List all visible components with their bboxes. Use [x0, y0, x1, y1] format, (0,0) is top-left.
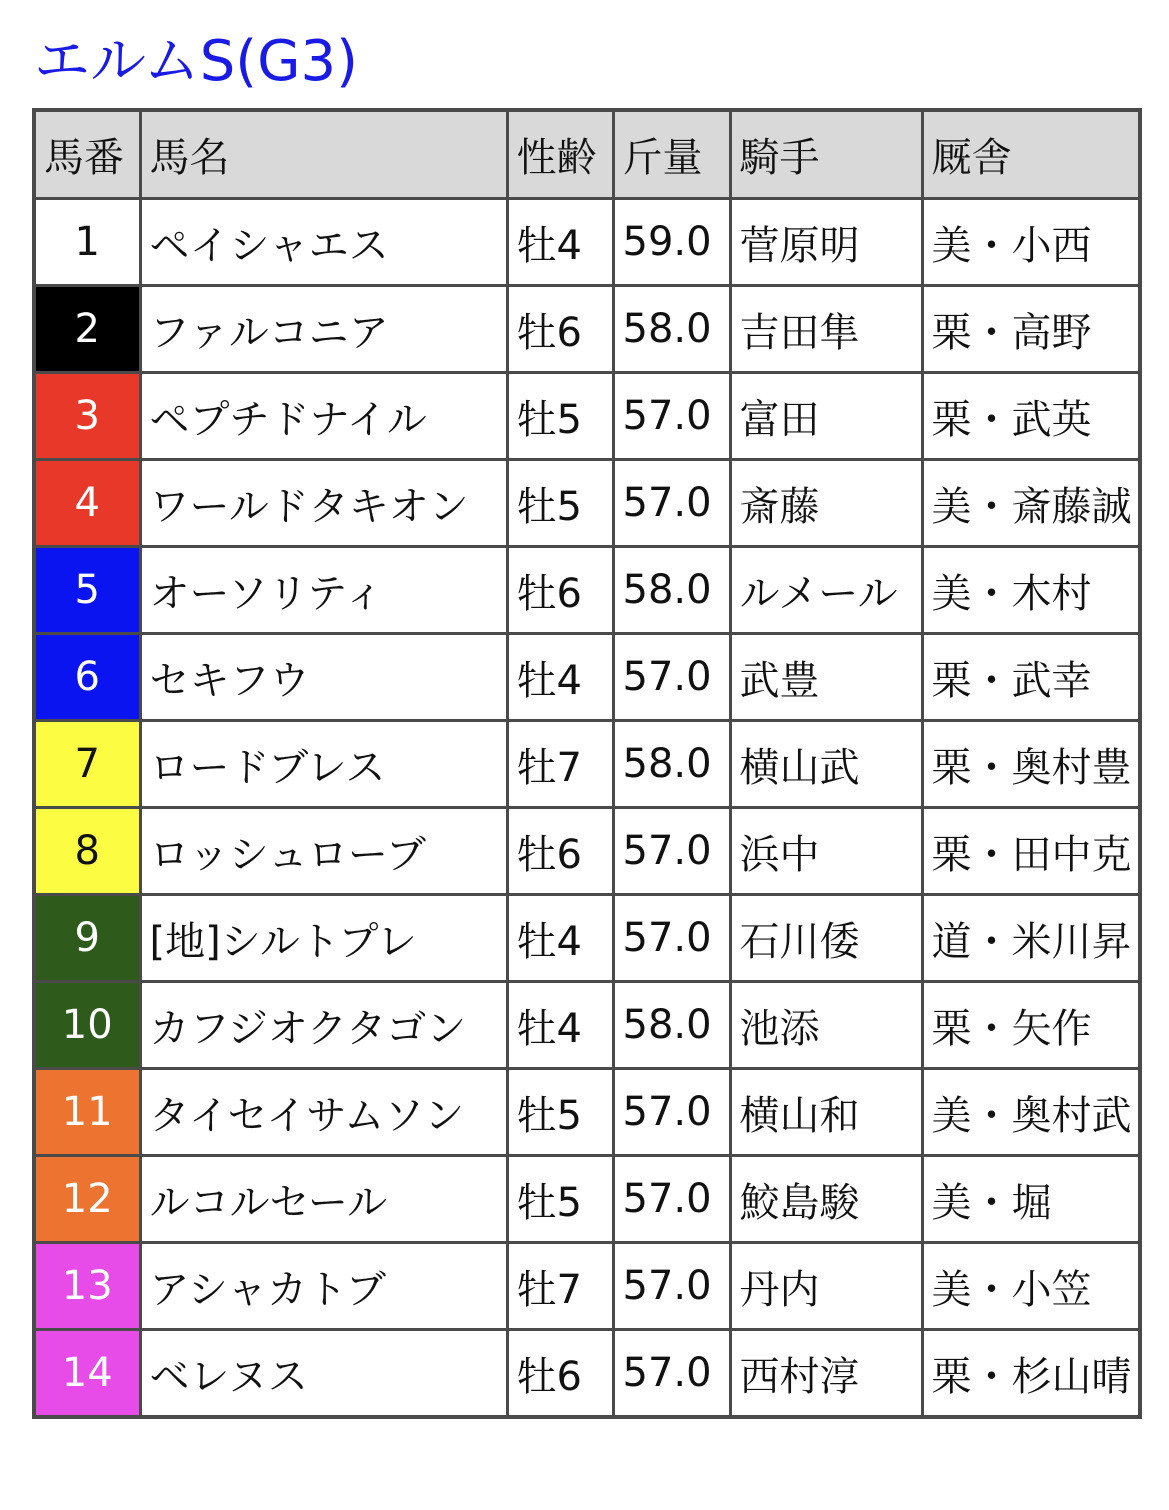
jockey-cell: 池添	[730, 982, 922, 1069]
stable-cell: 栗・高野	[922, 286, 1140, 373]
weight-cell: 57.0	[613, 808, 730, 895]
header-horse-name: 馬名	[140, 110, 507, 199]
horse-name-cell: ルコルセール	[140, 1156, 507, 1243]
sex-age-cell: 牡6	[507, 286, 613, 373]
table-row	[34, 373, 1140, 460]
sex-age-cell: 牡4	[507, 634, 613, 721]
horse-number-cell: 2	[34, 286, 140, 373]
table-row	[34, 286, 1140, 373]
table-row	[34, 1069, 1140, 1156]
horse-number-cell: 9	[34, 895, 140, 982]
sex-age-cell: 牡6	[507, 808, 613, 895]
table-row	[34, 1156, 1140, 1243]
sex-age-cell: 牡5	[507, 1069, 613, 1156]
horse-name-cell: カフジオクタゴン	[140, 982, 507, 1069]
horse-name-cell: タイセイサムソン	[140, 1069, 507, 1156]
horse-number-cell: 3	[34, 373, 140, 460]
table-row	[34, 982, 1140, 1069]
horse-name-cell: アシャカトブ	[140, 1243, 507, 1330]
horse-name-cell: ワールドタキオン	[140, 460, 507, 547]
horse-name-cell: セキフウ	[140, 634, 507, 721]
weight-cell: 57.0	[613, 460, 730, 547]
horse-name-cell: ファルコニア	[140, 286, 507, 373]
horse-name-cell: ペプチドナイル	[140, 373, 507, 460]
stable-cell: 栗・杉山晴	[922, 1330, 1140, 1418]
sex-age-cell: 牡7	[507, 1243, 613, 1330]
sex-age-cell: 牡4	[507, 982, 613, 1069]
horse-name-cell: [地]シルトプレ	[140, 895, 507, 982]
horse-name-cell: ベレヌス	[140, 1330, 507, 1418]
table-row	[34, 808, 1140, 895]
sex-age-cell: 牡6	[507, 547, 613, 634]
sex-age-cell: 牡4	[507, 895, 613, 982]
table-row	[34, 199, 1140, 286]
weight-cell: 59.0	[613, 199, 730, 286]
stable-cell: 美・斎藤誠	[922, 460, 1140, 547]
horse-number-cell: 6	[34, 634, 140, 721]
horse-number-cell: 12	[34, 1156, 140, 1243]
jockey-cell: 丹内	[730, 1243, 922, 1330]
sex-age-cell: 牡5	[507, 460, 613, 547]
sex-age-cell: 牡5	[507, 1156, 613, 1243]
jockey-cell: 菅原明	[730, 199, 922, 286]
table-row	[34, 1330, 1140, 1418]
sex-age-cell: 牡7	[507, 721, 613, 808]
horse-name-cell: ロードブレス	[140, 721, 507, 808]
stable-cell: 美・堀	[922, 1156, 1140, 1243]
jockey-cell: 武豊	[730, 634, 922, 721]
stable-cell: 栗・矢作	[922, 982, 1140, 1069]
race-title: エルムS(G3)	[34, 29, 359, 94]
weight-cell: 58.0	[613, 547, 730, 634]
weight-cell: 57.0	[613, 1243, 730, 1330]
weight-cell: 57.0	[613, 1069, 730, 1156]
horse-number-cell: 4	[34, 460, 140, 547]
horse-number-cell: 10	[34, 982, 140, 1069]
weight-cell: 58.0	[613, 982, 730, 1069]
weight-cell: 57.0	[613, 634, 730, 721]
header-row	[34, 110, 1140, 199]
horse-number-cell: 11	[34, 1069, 140, 1156]
horse-number-cell: 5	[34, 547, 140, 634]
weight-cell: 57.0	[613, 895, 730, 982]
header-sex-age: 性齢	[507, 110, 613, 199]
horse-number-cell: 13	[34, 1243, 140, 1330]
horse-number-cell: 7	[34, 721, 140, 808]
stable-cell: 美・小笠	[922, 1243, 1140, 1330]
table-row	[34, 1243, 1140, 1330]
horse-name-cell: オーソリティ	[140, 547, 507, 634]
jockey-cell: 鮫島駿	[730, 1156, 922, 1243]
stable-cell: 美・木村	[922, 547, 1140, 634]
jockey-cell: 横山武	[730, 721, 922, 808]
table-row	[34, 460, 1140, 547]
jockey-cell: 西村淳	[730, 1330, 922, 1418]
stable-cell: 栗・武英	[922, 373, 1140, 460]
stable-cell: 栗・奥村豊	[922, 721, 1140, 808]
jockey-cell: 富田	[730, 373, 922, 460]
table-row	[34, 547, 1140, 634]
sex-age-cell: 牡5	[507, 373, 613, 460]
weight-cell: 57.0	[613, 1330, 730, 1418]
sex-age-cell: 牡6	[507, 1330, 613, 1418]
table-row	[34, 721, 1140, 808]
horse-name-cell: ペイシャエス	[140, 199, 507, 286]
stable-cell: 栗・田中克	[922, 808, 1140, 895]
weight-cell: 57.0	[613, 373, 730, 460]
stable-cell: 道・米川昇	[922, 895, 1140, 982]
horse-number-cell: 8	[34, 808, 140, 895]
horse-number-cell: 1	[34, 199, 140, 286]
horse-number-cell: 14	[34, 1330, 140, 1418]
table-row	[34, 634, 1140, 721]
weight-cell: 57.0	[613, 1156, 730, 1243]
jockey-cell: 浜中	[730, 808, 922, 895]
horse-name-cell: ロッシュローブ	[140, 808, 507, 895]
jockey-cell: 斎藤	[730, 460, 922, 547]
stable-cell: 栗・武幸	[922, 634, 1140, 721]
table-row	[34, 895, 1140, 982]
stable-cell: 美・奥村武	[922, 1069, 1140, 1156]
weight-cell: 58.0	[613, 721, 730, 808]
header-horse-number: 馬番	[34, 110, 140, 199]
header-weight: 斤量	[613, 110, 730, 199]
header-stable: 厩舎	[922, 110, 1140, 199]
weight-cell: 58.0	[613, 286, 730, 373]
jockey-cell: 横山和	[730, 1069, 922, 1156]
jockey-cell: ルメール	[730, 547, 922, 634]
header-jockey: 騎手	[730, 110, 922, 199]
sex-age-cell: 牡4	[507, 199, 613, 286]
jockey-cell: 吉田隼	[730, 286, 922, 373]
stable-cell: 美・小西	[922, 199, 1140, 286]
jockey-cell: 石川倭	[730, 895, 922, 982]
entries-table	[32, 108, 1142, 1419]
